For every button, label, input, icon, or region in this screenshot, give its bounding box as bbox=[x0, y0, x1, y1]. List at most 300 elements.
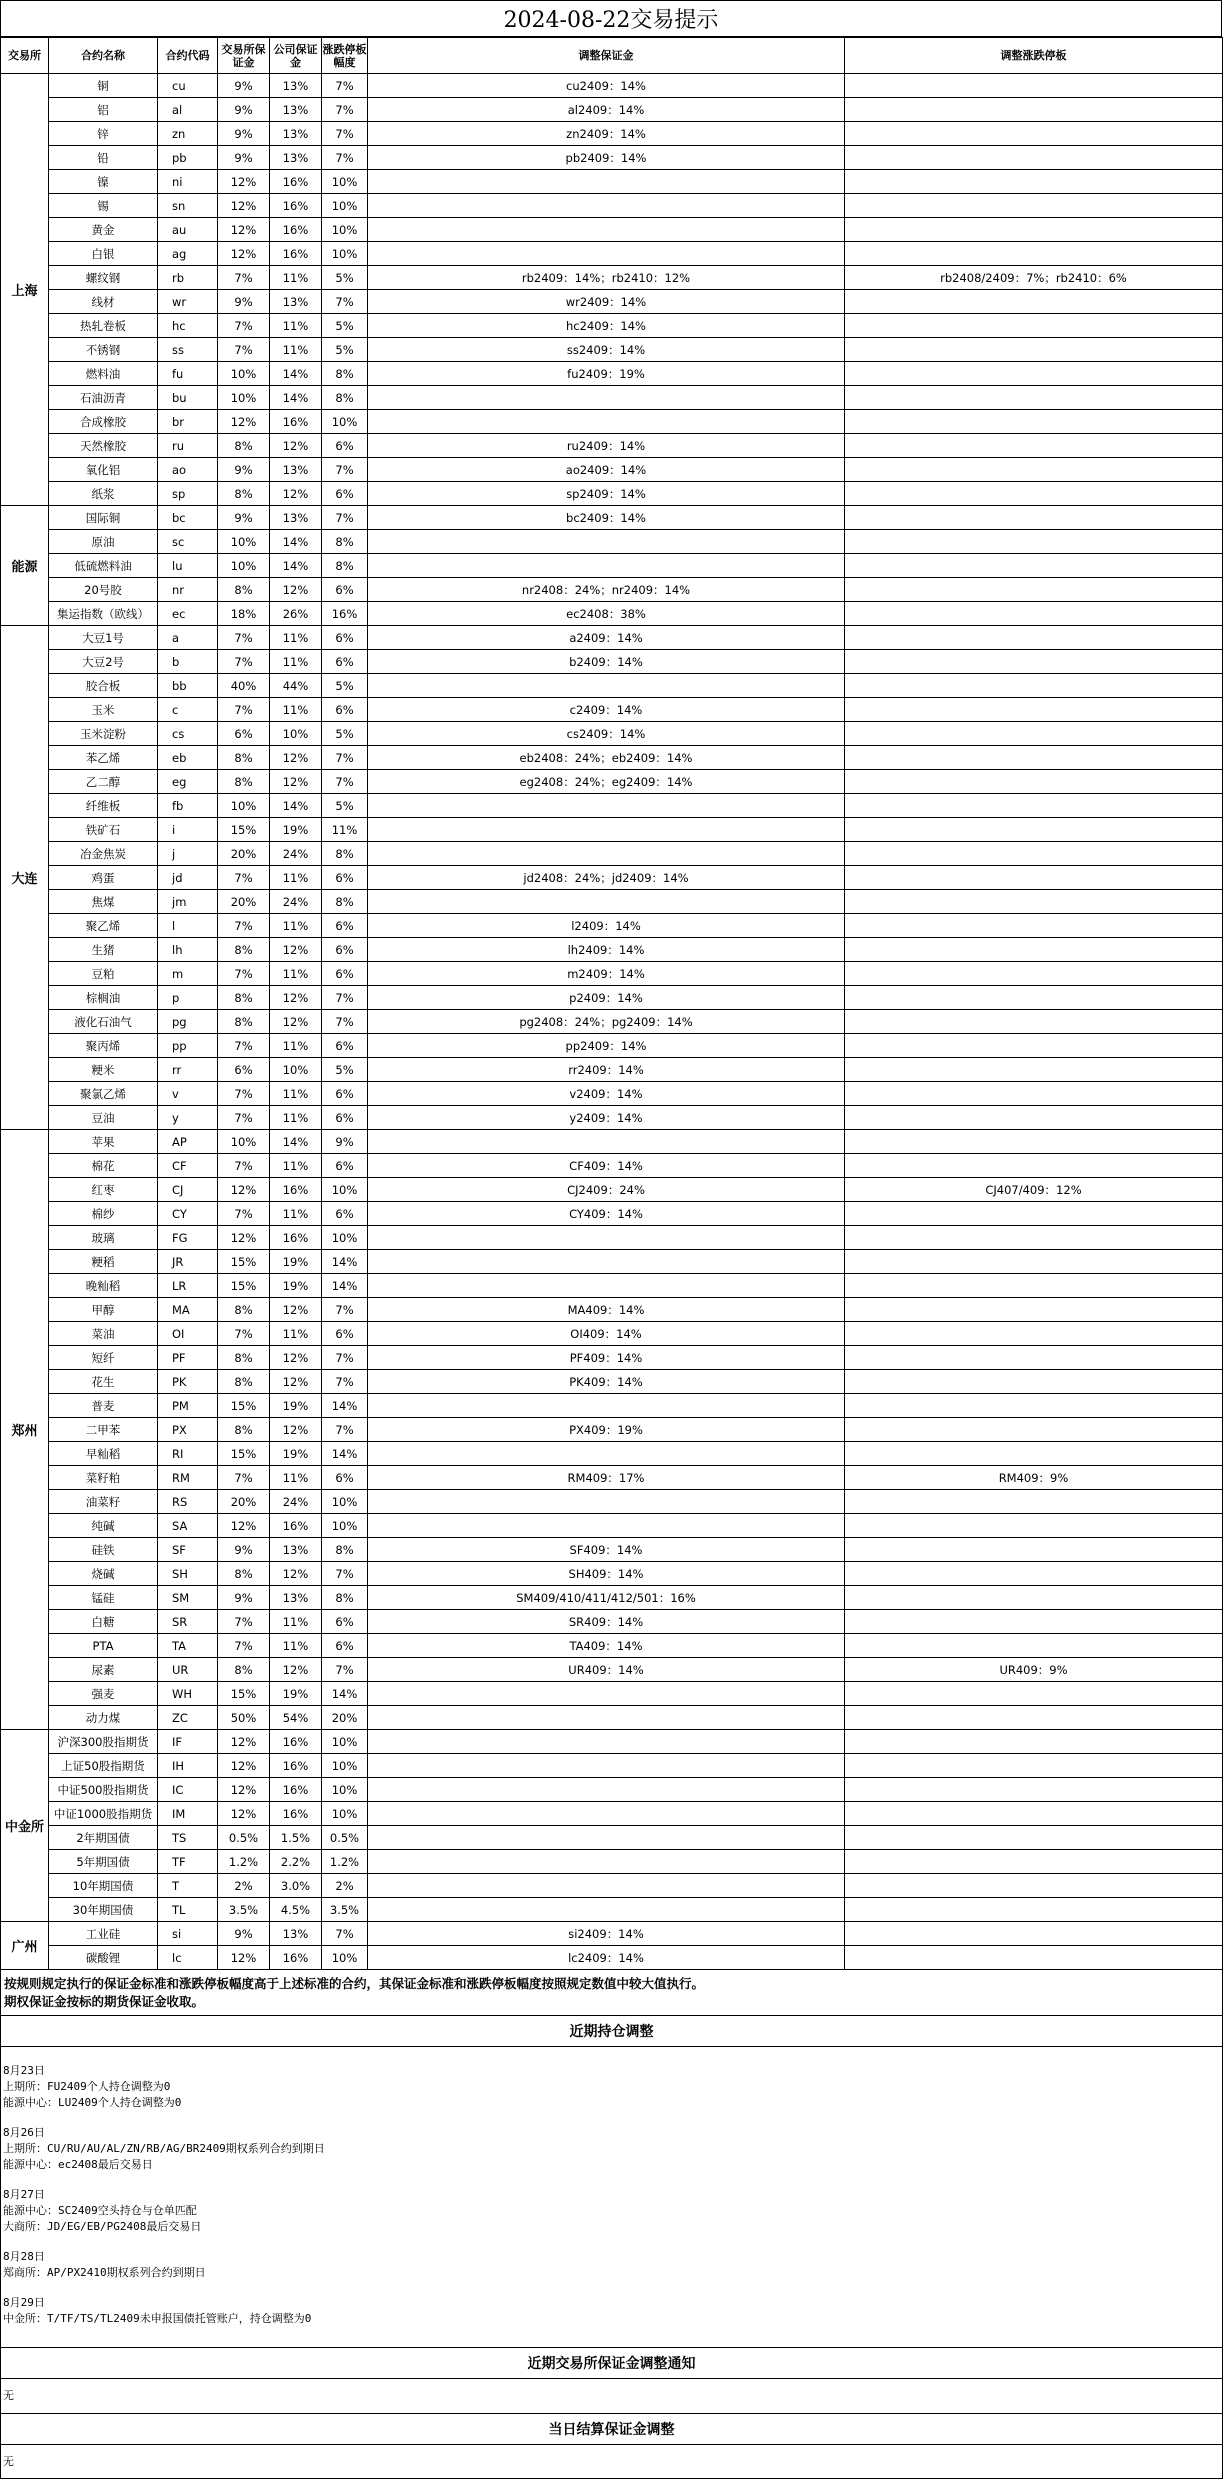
exchange-margin: 8% bbox=[218, 578, 270, 602]
price-limit: 6% bbox=[322, 578, 368, 602]
table-row bbox=[1, 842, 1223, 866]
margin-notice-title: 近期交易所保证金调整通知 bbox=[0, 2347, 1223, 2379]
adjusted-limit bbox=[845, 1826, 1223, 1850]
exchange-margin: 40% bbox=[218, 674, 270, 698]
adjusted-limit bbox=[845, 1562, 1223, 1586]
exchange-margin: 9% bbox=[218, 74, 270, 98]
contract-code: sn bbox=[158, 194, 218, 218]
exchange-margin: 18% bbox=[218, 602, 270, 626]
exchange-cell: 上海 bbox=[1, 74, 49, 506]
price-limit: 8% bbox=[322, 890, 368, 914]
company-margin: 11% bbox=[270, 1634, 322, 1658]
table-row bbox=[1, 1370, 1223, 1394]
table-row bbox=[1, 626, 1223, 650]
table-row bbox=[1, 1250, 1223, 1274]
exchange-margin: 9% bbox=[218, 1586, 270, 1610]
margin-table bbox=[0, 37, 1223, 1970]
exchange-margin: 15% bbox=[218, 1274, 270, 1298]
contract-code: ni bbox=[158, 170, 218, 194]
contract-code: PM bbox=[158, 1394, 218, 1418]
price-limit: 7% bbox=[322, 458, 368, 482]
contract-code: CJ bbox=[158, 1178, 218, 1202]
company-margin: 11% bbox=[270, 266, 322, 290]
adjusted-margin bbox=[368, 554, 845, 578]
adjusted-limit bbox=[845, 1346, 1223, 1370]
contract-code: m bbox=[158, 962, 218, 986]
price-limit: 10% bbox=[322, 410, 368, 434]
position-line: 能源中心：SC2409空头持仓与仓单匹配 bbox=[3, 2204, 197, 2217]
contract-code: LR bbox=[158, 1274, 218, 1298]
price-limit: 5% bbox=[322, 314, 368, 338]
adjusted-margin bbox=[368, 194, 845, 218]
contract-code: ru bbox=[158, 434, 218, 458]
exchange-margin: 9% bbox=[218, 458, 270, 482]
exchange-cell: 广州 bbox=[1, 1922, 49, 1970]
adjusted-margin: lc2409：14% bbox=[368, 1946, 845, 1970]
contract-name: 花生 bbox=[49, 1370, 158, 1394]
price-limit: 5% bbox=[322, 794, 368, 818]
adjusted-margin: PF409：14% bbox=[368, 1346, 845, 1370]
margin-notice-body: 无 bbox=[0, 2379, 1223, 2413]
exchange-margin: 8% bbox=[218, 434, 270, 458]
adjusted-margin: UR409：14% bbox=[368, 1658, 845, 1682]
contract-code: si bbox=[158, 1922, 218, 1946]
adjusted-limit bbox=[845, 1106, 1223, 1130]
adjusted-margin: al2409：14% bbox=[368, 98, 845, 122]
contract-name: 聚氯乙烯 bbox=[49, 1082, 158, 1106]
contract-name: 玻璃 bbox=[49, 1226, 158, 1250]
exchange-margin: 1.2% bbox=[218, 1850, 270, 1874]
table-row bbox=[1, 554, 1223, 578]
exchange-margin: 7% bbox=[218, 1202, 270, 1226]
contract-name: 燃料油 bbox=[49, 362, 158, 386]
company-margin: 12% bbox=[270, 986, 322, 1010]
table-row bbox=[1, 1562, 1223, 1586]
exchange-margin: 7% bbox=[218, 1082, 270, 1106]
exchange-margin: 7% bbox=[218, 962, 270, 986]
price-limit: 7% bbox=[322, 1562, 368, 1586]
exchange-cell: 郑州 bbox=[1, 1130, 49, 1730]
contract-name: 动力煤 bbox=[49, 1706, 158, 1730]
contract-name: 聚丙烯 bbox=[49, 1034, 158, 1058]
price-limit: 5% bbox=[322, 722, 368, 746]
contract-code: SF bbox=[158, 1538, 218, 1562]
adjusted-limit bbox=[845, 1034, 1223, 1058]
contract-code: pp bbox=[158, 1034, 218, 1058]
adjusted-limit bbox=[845, 554, 1223, 578]
company-margin: 16% bbox=[270, 1778, 322, 1802]
contract-code: TS bbox=[158, 1826, 218, 1850]
header-limit: 涨跌停板幅度 bbox=[322, 38, 368, 74]
adjusted-limit bbox=[845, 386, 1223, 410]
price-limit: 8% bbox=[322, 842, 368, 866]
contract-code: SH bbox=[158, 1562, 218, 1586]
company-margin: 14% bbox=[270, 794, 322, 818]
adjusted-limit bbox=[845, 218, 1223, 242]
adjusted-limit bbox=[845, 1946, 1223, 1970]
company-margin: 12% bbox=[270, 1658, 322, 1682]
contract-code: al bbox=[158, 98, 218, 122]
price-limit: 6% bbox=[322, 1610, 368, 1634]
table-row bbox=[1, 962, 1223, 986]
adjusted-limit bbox=[845, 794, 1223, 818]
adjusted-limit bbox=[845, 1802, 1223, 1826]
company-margin: 1.5% bbox=[270, 1826, 322, 1850]
table-row bbox=[1, 1682, 1223, 1706]
price-limit: 8% bbox=[322, 386, 368, 410]
table-row bbox=[1, 1106, 1223, 1130]
header-name: 合约名称 bbox=[49, 38, 158, 74]
price-limit: 7% bbox=[322, 986, 368, 1010]
price-limit: 2% bbox=[322, 1874, 368, 1898]
adjusted-margin: SM409/410/411/412/501：16% bbox=[368, 1586, 845, 1610]
company-margin: 14% bbox=[270, 530, 322, 554]
company-margin: 14% bbox=[270, 386, 322, 410]
contract-name: 热轧卷板 bbox=[49, 314, 158, 338]
price-limit: 10% bbox=[322, 1802, 368, 1826]
rules-note bbox=[0, 1970, 1223, 2015]
contract-name: 线材 bbox=[49, 290, 158, 314]
adjusted-limit bbox=[845, 938, 1223, 962]
company-margin: 10% bbox=[270, 1058, 322, 1082]
table-row bbox=[1, 1178, 1223, 1202]
adjusted-limit: CJ407/409：12% bbox=[845, 1178, 1223, 1202]
table-row bbox=[1, 1202, 1223, 1226]
price-limit: 7% bbox=[322, 1370, 368, 1394]
company-margin: 11% bbox=[270, 650, 322, 674]
company-margin: 11% bbox=[270, 626, 322, 650]
contract-name: 液化石油气 bbox=[49, 1010, 158, 1034]
price-limit: 11% bbox=[322, 818, 368, 842]
table-row bbox=[1, 1898, 1223, 1922]
contract-name: 玉米淀粉 bbox=[49, 722, 158, 746]
table-row bbox=[1, 1274, 1223, 1298]
adjusted-margin bbox=[368, 1730, 845, 1754]
price-limit: 20% bbox=[322, 1706, 368, 1730]
table-row bbox=[1, 458, 1223, 482]
adjusted-margin bbox=[368, 1682, 845, 1706]
adjusted-margin: a2409：14% bbox=[368, 626, 845, 650]
price-limit: 7% bbox=[322, 506, 368, 530]
company-margin: 44% bbox=[270, 674, 322, 698]
adjusted-limit bbox=[845, 1754, 1223, 1778]
price-limit: 7% bbox=[322, 1298, 368, 1322]
adjusted-limit bbox=[845, 866, 1223, 890]
contract-code: jm bbox=[158, 890, 218, 914]
adjusted-limit bbox=[845, 1274, 1223, 1298]
adjusted-margin: pb2409：14% bbox=[368, 146, 845, 170]
adjusted-limit bbox=[845, 842, 1223, 866]
contract-name: 粳稻 bbox=[49, 1250, 158, 1274]
contract-code: hc bbox=[158, 314, 218, 338]
contract-name: 20号胶 bbox=[49, 578, 158, 602]
adjusted-margin: hc2409：14% bbox=[368, 314, 845, 338]
position-date: 8月23日 bbox=[3, 2064, 45, 2077]
price-limit: 10% bbox=[322, 1514, 368, 1538]
company-margin: 13% bbox=[270, 74, 322, 98]
contract-code: ss bbox=[158, 338, 218, 362]
adjusted-limit bbox=[845, 1394, 1223, 1418]
adjusted-margin: c2409：14% bbox=[368, 698, 845, 722]
company-margin: 19% bbox=[270, 1394, 322, 1418]
table-row bbox=[1, 122, 1223, 146]
contract-name: 甲醇 bbox=[49, 1298, 158, 1322]
contract-name: 尿素 bbox=[49, 1658, 158, 1682]
position-line: 能源中心：ec2408最后交易日 bbox=[3, 2158, 153, 2171]
table-row bbox=[1, 890, 1223, 914]
price-limit: 6% bbox=[322, 914, 368, 938]
adjusted-margin bbox=[368, 1826, 845, 1850]
table-row bbox=[1, 1586, 1223, 1610]
adjusted-limit bbox=[845, 122, 1223, 146]
adjusted-margin: SH409：14% bbox=[368, 1562, 845, 1586]
company-margin: 11% bbox=[270, 1082, 322, 1106]
position-day-block bbox=[3, 2249, 1220, 2281]
contract-code: AP bbox=[158, 1130, 218, 1154]
adjusted-margin: m2409：14% bbox=[368, 962, 845, 986]
exchange-margin: 7% bbox=[218, 914, 270, 938]
contract-name: 锡 bbox=[49, 194, 158, 218]
contract-name: 中证1000股指期货 bbox=[49, 1802, 158, 1826]
contract-name: 豆油 bbox=[49, 1106, 158, 1130]
contract-code: PK bbox=[158, 1370, 218, 1394]
adjusted-limit bbox=[845, 1202, 1223, 1226]
company-margin: 13% bbox=[270, 1586, 322, 1610]
adjusted-margin bbox=[368, 1706, 845, 1730]
company-margin: 12% bbox=[270, 770, 322, 794]
adjusted-margin: jd2408：24%；jd2409：14% bbox=[368, 866, 845, 890]
price-limit: 8% bbox=[322, 530, 368, 554]
adjusted-limit bbox=[845, 962, 1223, 986]
company-margin: 13% bbox=[270, 506, 322, 530]
exchange-margin: 7% bbox=[218, 1466, 270, 1490]
contract-code: pb bbox=[158, 146, 218, 170]
company-margin: 11% bbox=[270, 962, 322, 986]
adjusted-limit bbox=[845, 650, 1223, 674]
contract-code: FG bbox=[158, 1226, 218, 1250]
contract-code: OI bbox=[158, 1322, 218, 1346]
adjusted-margin: PX409：19% bbox=[368, 1418, 845, 1442]
price-limit: 6% bbox=[322, 962, 368, 986]
table-row bbox=[1, 938, 1223, 962]
price-limit: 6% bbox=[322, 1154, 368, 1178]
table-row bbox=[1, 602, 1223, 626]
price-limit: 5% bbox=[322, 674, 368, 698]
contract-code: zn bbox=[158, 122, 218, 146]
contract-code: RS bbox=[158, 1490, 218, 1514]
contract-code: CY bbox=[158, 1202, 218, 1226]
contract-name: 强麦 bbox=[49, 1682, 158, 1706]
company-margin: 11% bbox=[270, 1154, 322, 1178]
table-row bbox=[1, 1490, 1223, 1514]
adjusted-margin bbox=[368, 218, 845, 242]
table-row bbox=[1, 1538, 1223, 1562]
exchange-margin: 8% bbox=[218, 1658, 270, 1682]
contract-code: v bbox=[158, 1082, 218, 1106]
table-row bbox=[1, 1418, 1223, 1442]
price-limit: 7% bbox=[322, 1658, 368, 1682]
price-limit: 5% bbox=[322, 1058, 368, 1082]
adjusted-margin bbox=[368, 890, 845, 914]
adjusted-margin: rb2409：14%；rb2410：12% bbox=[368, 266, 845, 290]
contract-name: 豆粕 bbox=[49, 962, 158, 986]
company-margin: 16% bbox=[270, 410, 322, 434]
table-row bbox=[1, 434, 1223, 458]
contract-code: ec bbox=[158, 602, 218, 626]
contract-name: 纸浆 bbox=[49, 482, 158, 506]
contract-name: 棕榈油 bbox=[49, 986, 158, 1010]
exchange-margin: 7% bbox=[218, 626, 270, 650]
exchange-margin: 8% bbox=[218, 1370, 270, 1394]
contract-name: 30年期国债 bbox=[49, 1898, 158, 1922]
company-margin: 2.2% bbox=[270, 1850, 322, 1874]
company-margin: 12% bbox=[270, 938, 322, 962]
table-row bbox=[1, 362, 1223, 386]
contract-code: TA bbox=[158, 1634, 218, 1658]
exchange-margin: 8% bbox=[218, 1010, 270, 1034]
table-row bbox=[1, 1346, 1223, 1370]
adjusted-limit bbox=[845, 578, 1223, 602]
exchange-margin: 8% bbox=[218, 986, 270, 1010]
contract-code: pg bbox=[158, 1010, 218, 1034]
table-row bbox=[1, 1778, 1223, 1802]
adjusted-margin bbox=[368, 1802, 845, 1826]
table-row bbox=[1, 194, 1223, 218]
price-limit: 14% bbox=[322, 1682, 368, 1706]
company-margin: 16% bbox=[270, 1802, 322, 1826]
table-row bbox=[1, 1874, 1223, 1898]
exchange-margin: 7% bbox=[218, 314, 270, 338]
contract-name: 不锈钢 bbox=[49, 338, 158, 362]
contract-code: lc bbox=[158, 1946, 218, 1970]
adjusted-margin: nr2408：24%；nr2409：14% bbox=[368, 578, 845, 602]
adjusted-limit bbox=[845, 314, 1223, 338]
company-margin: 12% bbox=[270, 578, 322, 602]
adjusted-limit bbox=[845, 986, 1223, 1010]
exchange-margin: 12% bbox=[218, 1730, 270, 1754]
exchange-margin: 12% bbox=[218, 1754, 270, 1778]
table-row bbox=[1, 386, 1223, 410]
adjusted-limit bbox=[845, 74, 1223, 98]
exchange-margin: 6% bbox=[218, 1058, 270, 1082]
contract-code: rb bbox=[158, 266, 218, 290]
table-row bbox=[1, 74, 1223, 98]
adjusted-margin: ss2409：14% bbox=[368, 338, 845, 362]
adjusted-limit bbox=[845, 1586, 1223, 1610]
company-margin: 13% bbox=[270, 146, 322, 170]
adjusted-margin: ao2409：14% bbox=[368, 458, 845, 482]
table-row bbox=[1, 770, 1223, 794]
adjusted-limit bbox=[845, 722, 1223, 746]
table-row bbox=[1, 1082, 1223, 1106]
adjusted-margin bbox=[368, 1898, 845, 1922]
company-margin: 26% bbox=[270, 602, 322, 626]
header-code: 合约代码 bbox=[158, 38, 218, 74]
adjusted-margin bbox=[368, 1514, 845, 1538]
position-line: 中金所：T/TF/TS/TL2409未申报国债托管账户，持仓调整为0 bbox=[3, 2312, 312, 2325]
adjusted-limit bbox=[845, 770, 1223, 794]
contract-name: 玉米 bbox=[49, 698, 158, 722]
adjusted-margin bbox=[368, 530, 845, 554]
company-margin: 13% bbox=[270, 290, 322, 314]
exchange-margin: 8% bbox=[218, 1562, 270, 1586]
company-margin: 10% bbox=[270, 722, 322, 746]
adjusted-margin bbox=[368, 842, 845, 866]
company-margin: 12% bbox=[270, 1418, 322, 1442]
price-limit: 3.5% bbox=[322, 1898, 368, 1922]
company-margin: 19% bbox=[270, 1682, 322, 1706]
adjusted-margin: eg2408：24%；eg2409：14% bbox=[368, 770, 845, 794]
table-row bbox=[1, 482, 1223, 506]
table-row bbox=[1, 1058, 1223, 1082]
contract-code: b bbox=[158, 650, 218, 674]
company-margin: 54% bbox=[270, 1706, 322, 1730]
adjusted-margin: CY409：14% bbox=[368, 1202, 845, 1226]
table-row bbox=[1, 1442, 1223, 1466]
adjusted-limit bbox=[845, 602, 1223, 626]
adjusted-margin bbox=[368, 818, 845, 842]
contract-name: 鸡蛋 bbox=[49, 866, 158, 890]
contract-name: 白糖 bbox=[49, 1610, 158, 1634]
header-row bbox=[1, 38, 1223, 74]
price-limit: 10% bbox=[322, 1730, 368, 1754]
company-margin: 16% bbox=[270, 1178, 322, 1202]
contract-code: eg bbox=[158, 770, 218, 794]
exchange-margin: 8% bbox=[218, 938, 270, 962]
table-row bbox=[1, 170, 1223, 194]
contract-name: 乙二醇 bbox=[49, 770, 158, 794]
contract-name: 铝 bbox=[49, 98, 158, 122]
price-limit: 8% bbox=[322, 554, 368, 578]
contract-code: UR bbox=[158, 1658, 218, 1682]
table-row bbox=[1, 410, 1223, 434]
adjusted-margin bbox=[368, 1490, 845, 1514]
company-margin: 11% bbox=[270, 1202, 322, 1226]
table-row bbox=[1, 1130, 1223, 1154]
contract-name: 黄金 bbox=[49, 218, 158, 242]
adjusted-limit bbox=[845, 1634, 1223, 1658]
contract-name: 苹果 bbox=[49, 1130, 158, 1154]
price-limit: 6% bbox=[322, 1034, 368, 1058]
price-limit: 8% bbox=[322, 1538, 368, 1562]
table-row bbox=[1, 1610, 1223, 1634]
contract-code: p bbox=[158, 986, 218, 1010]
adjusted-limit: RM409：9% bbox=[845, 1466, 1223, 1490]
company-margin: 11% bbox=[270, 314, 322, 338]
adjusted-margin: SR409：14% bbox=[368, 1610, 845, 1634]
price-limit: 10% bbox=[322, 242, 368, 266]
adjusted-margin bbox=[368, 1754, 845, 1778]
adjusted-limit bbox=[845, 1730, 1223, 1754]
exchange-margin: 8% bbox=[218, 1298, 270, 1322]
exchange-margin: 7% bbox=[218, 1634, 270, 1658]
position-line: 上期所：FU2409个人持仓调整为0 bbox=[3, 2080, 171, 2093]
table-row bbox=[1, 914, 1223, 938]
exchange-margin: 7% bbox=[218, 1610, 270, 1634]
price-limit: 7% bbox=[322, 290, 368, 314]
position-date: 8月26日 bbox=[3, 2126, 45, 2139]
price-limit: 10% bbox=[322, 1778, 368, 1802]
price-limit: 7% bbox=[322, 1346, 368, 1370]
header-margin: 交易所保证金 bbox=[218, 38, 270, 74]
exchange-cell: 能源 bbox=[1, 506, 49, 626]
position-section-title: 近期持仓调整 bbox=[0, 2015, 1223, 2047]
adjusted-limit bbox=[845, 1010, 1223, 1034]
exchange-margin: 7% bbox=[218, 1106, 270, 1130]
adjusted-limit bbox=[845, 434, 1223, 458]
exchange-margin: 7% bbox=[218, 266, 270, 290]
adjusted-margin: OI409：14% bbox=[368, 1322, 845, 1346]
